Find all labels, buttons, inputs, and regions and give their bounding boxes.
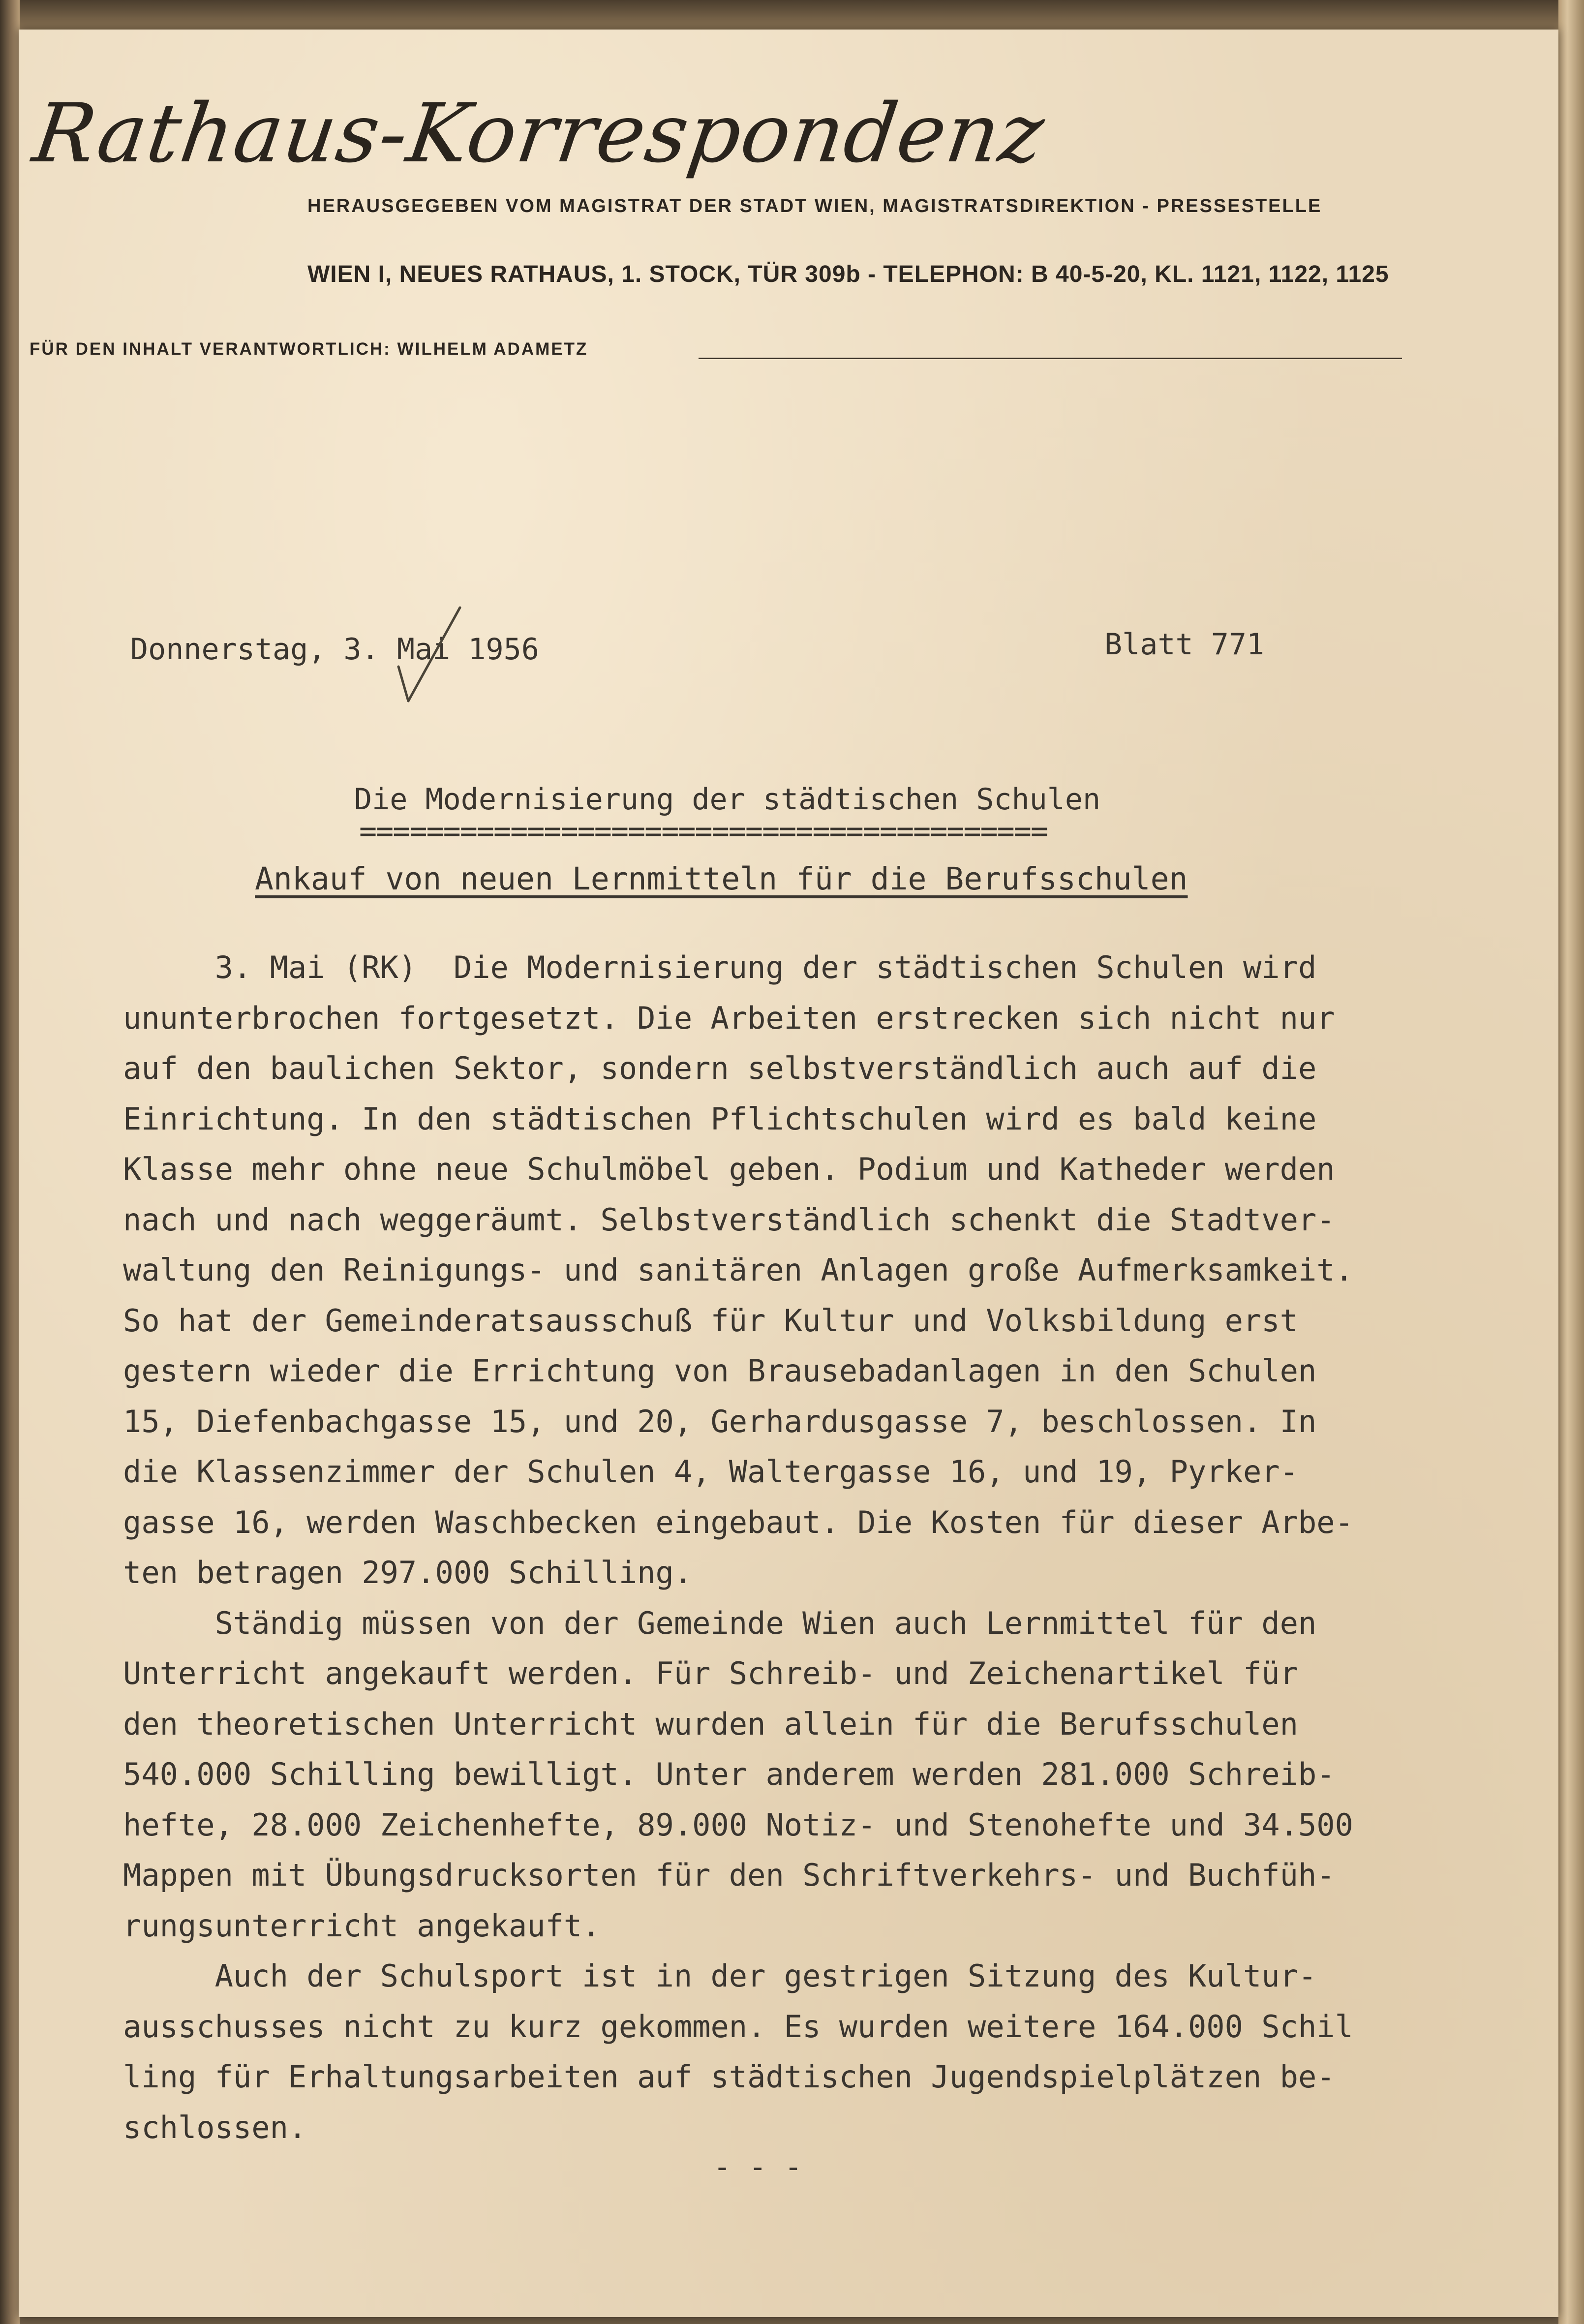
- address-line: WIEN I, NEUES RATHAUS, 1. STOCK, TÜR 309b - TELEPHON: B 40-5-20, KL. 1121, 1122, 1125: [307, 261, 1389, 287]
- body-text-line: Einrichtung. In den städtischen Pflichtschulen wird es bald keine: [123, 1101, 1317, 1137]
- scan-top-edge: [20, 0, 1584, 30]
- body-text-line: ten betragen 297.000 Schilling.: [123, 1555, 693, 1590]
- body-text-line: gasse 16, werden Waschbecken eingebaut. Die Kosten für dieser Arbe-: [123, 1504, 1353, 1540]
- body-text-line: waltung den Reinigungs- und sanitären Anlagen große Aufmerksamkeit.: [123, 1252, 1353, 1288]
- date-line: Donnerstag, 3. Mai 1956: [130, 632, 539, 667]
- body-text-line: den theoretischen Unterricht wurden allein für die Berufsschulen: [123, 1706, 1298, 1742]
- pencil-check-mark-icon: [389, 603, 467, 716]
- body-text-line: ausschusses nicht zu kurz gekommen. Es wurden weitere 164.000 Schil: [123, 2008, 1353, 2045]
- body-text-line: hefte, 28.000 Zeichenhefte, 89.000 Notiz- und Stenohefte und 34.500: [123, 1806, 1353, 1843]
- masthead-title: Rathaus-Korrespondenz: [28, 86, 1051, 181]
- body-text-line: ling für Erhaltungsarbeiten auf städtischen Jugendspielplätzen be-: [123, 2059, 1335, 2095]
- body-text-line: 15, Diefenbachgasse 15, und 20, Gerhardusgasse 7, beschlossen. In: [123, 1403, 1317, 1439]
- body-text-line: gestern wieder die Errichtung von Brausebadanlagen in den Schulen: [123, 1353, 1317, 1389]
- body-text-line: Klasse mehr ohne neue Schulmöbel geben. Podium und Katheder werden: [123, 1151, 1335, 1187]
- body-text-line: ununterbrochen fortgesetzt. Die Arbeiten erstrecken sich nicht nur: [123, 1000, 1335, 1036]
- article-subtitle: Ankauf von neuen Lernmitteln für die Berufsschulen: [255, 861, 1188, 897]
- article-title: Die Modernisierung der städtischen Schulen: [354, 782, 1101, 817]
- responsible-rule: [699, 358, 1402, 359]
- body-text-line: schlossen.: [123, 2109, 307, 2145]
- sheet-number: Blatt 771: [1104, 627, 1265, 662]
- body-text-line: auf den baulichen Sektor, sondern selbstverständlich auch auf die: [123, 1050, 1317, 1086]
- title-double-rule: =========================================: [359, 814, 1048, 849]
- body-text-line: 3. Mai (RK) Die Modernisierung der städtischen Schulen wird: [123, 949, 1317, 985]
- body-text-line: Ständig müssen von der Gemeinde Wien auch Lernmittel für den: [123, 1605, 1317, 1641]
- body-text-line: Auch der Schulsport ist in der gestrigen Sitzung des Kultur-: [123, 1958, 1317, 1994]
- body-text-line: nach und nach weggeräumt. Selbstverständlich schenkt die Stadtver-: [123, 1201, 1335, 1238]
- responsible-line: FÜR DEN INHALT VERANTWORTLICH: WILHELM ADAMETZ: [30, 339, 588, 359]
- binding-edge: [0, 0, 20, 2324]
- end-mark: - - -: [713, 2150, 802, 2184]
- body-text-line: rungsunterricht angekauft.: [123, 1907, 601, 1944]
- body-text-line: 540.000 Schilling bewilligt. Unter anderem werden 281.000 Schreib-: [123, 1756, 1335, 1792]
- publisher-line: HERAUSGEGEBEN VOM MAGISTRAT DER STADT WIEN, MAGISTRATSDIREKTION - PRESSESTELLE: [307, 196, 1322, 216]
- body-text-line: So hat der Gemeinderatsausschuß für Kultur und Volksbildung erst: [123, 1302, 1298, 1339]
- page-stack-edge: [1558, 0, 1584, 2324]
- body-text-line: Unterricht angekauft werden. Für Schreib- und Zeichenartikel für: [123, 1655, 1298, 1691]
- body-text-line: Mappen mit Übungsdrucksorten für den Schriftverkehrs- und Buchfüh-: [123, 1857, 1335, 1893]
- body-text-line: die Klassenzimmer der Schulen 4, Waltergasse 16, und 19, Pyrker-: [123, 1454, 1298, 1490]
